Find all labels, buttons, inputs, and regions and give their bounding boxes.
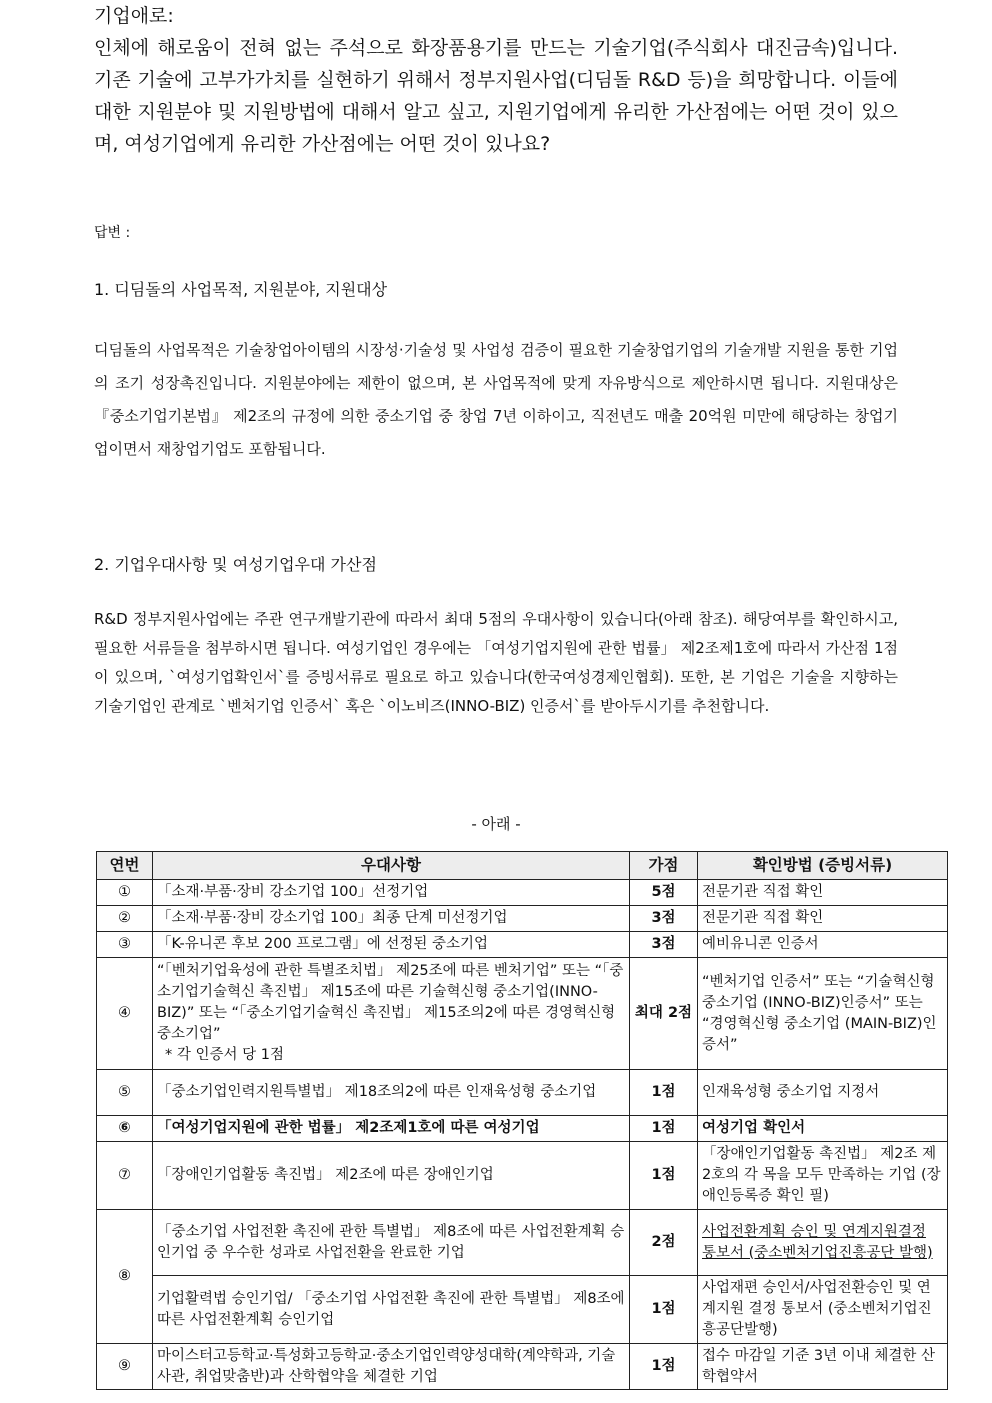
row-item: 마이스터고등학교·특성화고등학교·중소기업인력양성대학(계약학과, 기술사관, 취업맞춤반)과 산학협약을 체결한 기업 (153, 1344, 630, 1390)
row-item: 「장애인기업활동 촉진법」 제2조에 따른 장애인기업 (153, 1142, 630, 1210)
header-no: 연번 (97, 852, 153, 880)
row-item: 「소재·부품·장비 강소기업 100」최종 단계 미선정기업 (153, 906, 630, 932)
row-no: ⑨ (97, 1344, 153, 1390)
header-item: 우대사항 (153, 852, 630, 880)
table-row-highlight (97, 1116, 948, 1142)
row-method: 사업전환계획 승인 및 연계지원결정 통보서 (중소벤처기업진흥공단 발행) (698, 1210, 948, 1276)
table-row (97, 1210, 948, 1276)
row-item: 「K-유니콘 후보 200 프로그램」에 선정된 중소기업 (153, 932, 630, 958)
row-no: ② (97, 906, 153, 932)
row-method: 여성기업 확인서 (698, 1116, 948, 1142)
table-header-row (97, 852, 948, 880)
answer-label: 답변 : (94, 225, 131, 241)
row-method: 접수 마감일 기준 3년 이내 체결한 산학협약서 (698, 1344, 948, 1390)
row-method: 전문기관 직접 확인 (698, 906, 948, 932)
row-points: 2점 (630, 1210, 698, 1276)
question-body: 인체에 해로움이 전혀 없는 주석으로 화장품용기를 만드는 기술기업(주식회사 대진금속)입니다. 기존 기술에 고부가가치를 실현하기 위해서 정부지원사업(디딤돌 R&D 등)을 희망합니다. 이들에 대한 지원분야 및 지원방법에 대해서 알고 싶고, 지원기업에게 유리한 가산점에는 어떤 것이 있으며, 여성기업에게 유리한 가산점에는 어떤 것이 있나요? (94, 37, 898, 155)
row-item: 「여성기업지원에 관한 법률」 제2조제1호에 따른 여성기업 (153, 1116, 630, 1142)
section-2-body: R&D 정부지원사업에는 주관 연구개발기관에 따라서 최대 5점의 우대사항이 있습니다(아래 참조). 해당여부를 확인하시고, 필요한 서류들을 첨부하시면 됩니다. 여성기업인 경우에는 「여성기업지원에 관한 법률」 제2조제1호에 따라서 가산점 1점이 있으며, `여성기업확인서`를 증빙서류로 필요로 하고 있습니다(한국여성경제인협회). 또한, 본 기업은 기술을 지향하는 기술기업인 관계로 `벤처기업 인증서` 혹은 `이노비즈(INNO-BIZ) 인증서`를 받아두시기를 추천합니다. (94, 610, 898, 715)
row-item-cell (153, 958, 630, 1070)
row-method: 사업재편 승인서/사업전환승인 및 연계지원 결정 통보서 (중소벤처기업진흥공단발행) (698, 1276, 948, 1344)
below-label: - 아래 - (471, 815, 521, 833)
row-item: 「중소기업인력지원특별법」 제18조의2에 따른 인재육성형 중소기업 (153, 1070, 630, 1116)
row-no: ③ (97, 932, 153, 958)
row-item: 기업활력법 승인기업/ 「중소기업 사업전환 촉진에 관한 특별법」 제8조에 따른 사업전환계획 승인기업 (153, 1276, 630, 1344)
row-points: 1점 (630, 1142, 698, 1210)
question-greeting: 기업애로: (94, 5, 174, 27)
row-points: 1점 (630, 1070, 698, 1116)
row-points: 5점 (630, 880, 698, 906)
table-row (97, 1070, 948, 1116)
row-item: 「소재·부품·장비 강소기업 100」선정기업 (153, 880, 630, 906)
section-1-heading: 1. 디딤돌의 사업목적, 지원분야, 지원대상 (94, 280, 388, 299)
row-no: ⑤ (97, 1070, 153, 1116)
table-row (97, 880, 948, 906)
row-method: 인재육성형 중소기업 지정서 (698, 1070, 948, 1116)
header-points: 가점 (630, 852, 698, 880)
row-points: 최대 2점 (630, 958, 698, 1070)
section-1-body: 디딤돌의 사업목적은 기술창업아이템의 시장성·기술성 및 사업성 검증이 필요한 기술창업기업의 기술개발 지원을 통한 기업의 조기 성장촉진입니다. 지원분야에는 제한이 없으며, 본 사업목적에 맞게 자유방식으로 제안하시면 됩니다. 지원대상은 『중소기업기본법』 제2조의 규정에 의한 중소기업 중 창업 7년 이하이고, 직전년도 매출 20억원 미만에 해당하는 창업기업이면서 재창업기업도 포함됩니다. (94, 341, 898, 458)
row-note: * 각 인증서 당 1점 (165, 1047, 284, 1063)
row-points: 1점 (630, 1344, 698, 1390)
table-row (97, 1344, 948, 1390)
question-block (94, 0, 898, 160)
preference-table (96, 851, 948, 1390)
table-row (97, 1276, 948, 1344)
row-points: 1점 (630, 1116, 698, 1142)
row-points: 3점 (630, 932, 698, 958)
row-method: 예비유니콘 인증서 (698, 932, 948, 958)
row-item: “「벤처기업육성에 관한 특별조치법」 제25조에 따른 벤처기업” 또는 “「중소기업기술혁신 촉진법」 제15조에 따른 기술혁신형 중소기업(INNO-BIZ)” 또는 “「중소기업기술혁신 촉진법」 제15조의2에 따른 경영혁신형 중소기업” (157, 963, 624, 1042)
header-method: 확인방법 (증빙서류) (698, 852, 948, 880)
row-points: 1점 (630, 1276, 698, 1344)
row-no: ① (97, 880, 153, 906)
table-row (97, 1142, 948, 1210)
row-no: ④ (97, 958, 153, 1070)
row-item: 「중소기업 사업전환 촉진에 관한 특별법」 제8조에 따른 사업전환계획 승인기업 중 우수한 성과로 사업전환을 완료한 기업 (153, 1210, 630, 1276)
table-row (97, 906, 948, 932)
row-method: “벤처기업 인증서” 또는 “기술혁신형 중소기업 (INNO-BIZ)인증서” 또는 “경영혁신형 중소기업 (MAIN-BIZ)인증서” (698, 958, 948, 1070)
row-no: ⑥ (97, 1116, 153, 1142)
row-method: 전문기관 직접 확인 (698, 880, 948, 906)
row-points: 3점 (630, 906, 698, 932)
table-row (97, 932, 948, 958)
row-no: ⑧ (97, 1210, 153, 1344)
table-row (97, 958, 948, 1070)
section-2-heading: 2. 기업우대사항 및 여성기업우대 가산점 (94, 555, 377, 574)
row-no: ⑦ (97, 1142, 153, 1210)
row-method: 「장애인기업활동 촉진법」 제2조 제2호의 각 목을 모두 만족하는 기업 (장애인등록증 확인 필) (698, 1142, 948, 1210)
